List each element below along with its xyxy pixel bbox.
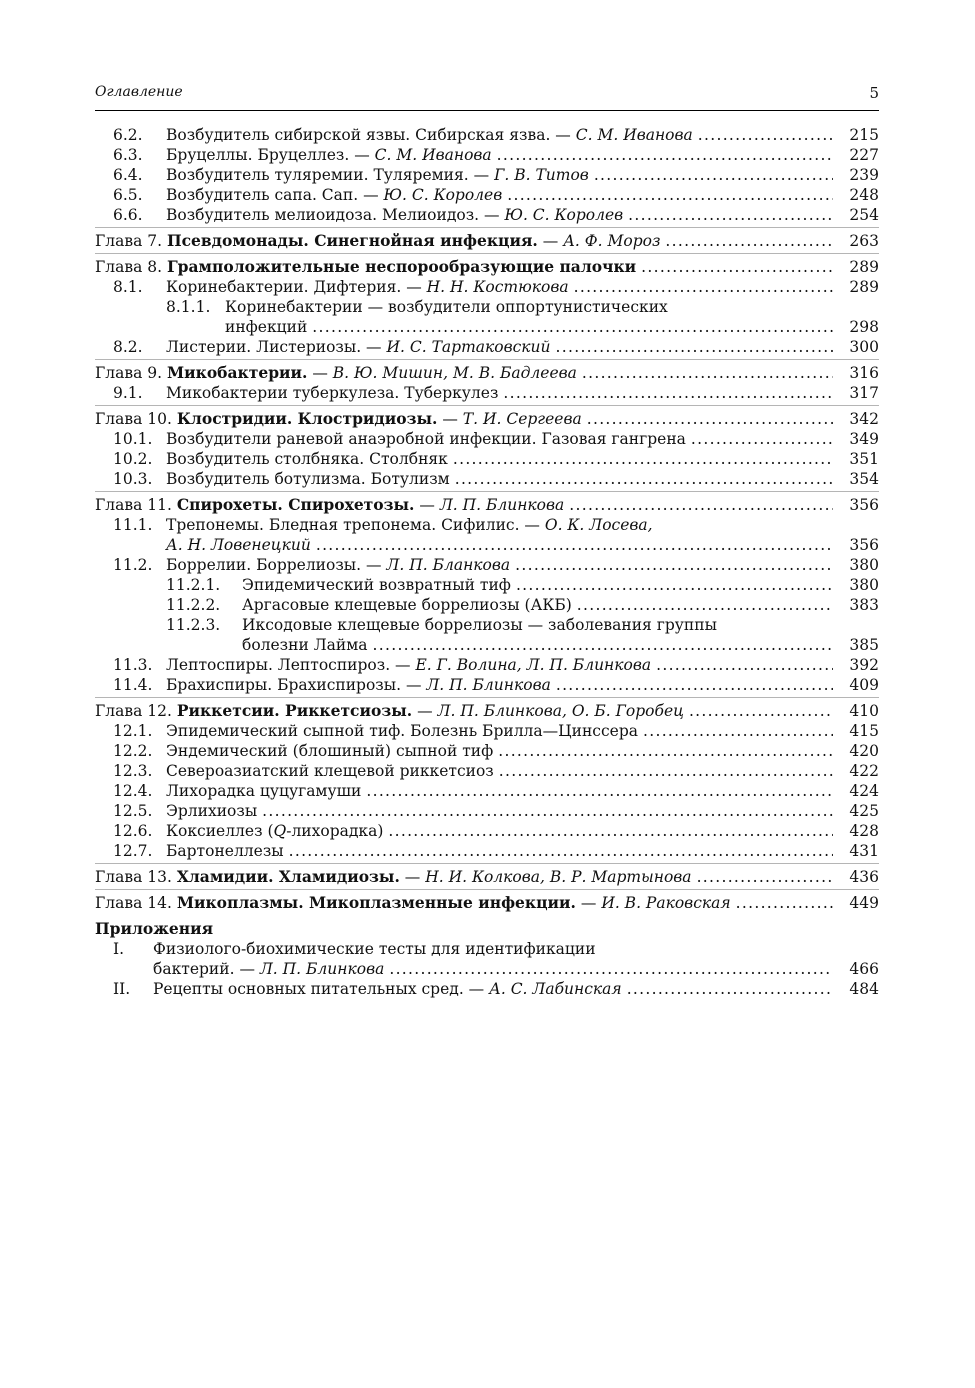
toc-entry-title: Рецепты основных питательных сред. — xyxy=(153,980,490,998)
appendix-heading: Приложения xyxy=(95,919,214,938)
toc-entry-page: 380 xyxy=(849,576,879,594)
toc-entry-number: 11.4. xyxy=(113,676,153,694)
toc-dot-leader xyxy=(516,575,833,595)
toc-entry-page: 215 xyxy=(849,126,879,144)
toc-entry-author: С. М. Иванова xyxy=(575,126,693,144)
toc-dot-leader xyxy=(289,841,833,861)
toc-dot-leader xyxy=(556,337,833,357)
toc-entry xyxy=(95,781,879,801)
toc-entry-author: А. Н. Ловенецкий xyxy=(166,536,311,554)
toc-dot-leader xyxy=(503,383,833,403)
toc-dot-leader xyxy=(582,363,833,383)
toc-dot-leader xyxy=(627,979,833,999)
toc-chapter-title: Грамположительные неспорообразующие палочки xyxy=(166,257,637,276)
toc-entry-number: 10.1. xyxy=(113,430,153,448)
toc-dot-leader xyxy=(515,555,833,575)
toc-entry-title: Возбудитель столбняка. Столбняк xyxy=(166,450,448,468)
toc-dot-leader xyxy=(665,231,833,251)
toc-entry-page: 263 xyxy=(849,232,879,250)
toc-entry-title: Возбудитель туляремии. Туляремия. — xyxy=(166,166,495,184)
toc-entry-author: Л. П. Блинкова xyxy=(259,960,385,978)
toc-entry-page: 466 xyxy=(849,960,879,978)
toc-chapter-title: Хламидии. Хламидиозы. xyxy=(176,867,400,886)
toc-entry xyxy=(95,841,879,861)
toc-entry-title: Листерии. Листериозы. — xyxy=(166,338,387,356)
toc-dot-leader xyxy=(656,655,833,675)
toc-entry-page: 300 xyxy=(849,338,879,356)
toc-entry-author: Е. Г. Волина, Л. П. Блинкова xyxy=(415,656,652,674)
toc-entry-title: Лептоспиры. Лептоспироз. — xyxy=(166,656,416,674)
toc-entry-title: Возбудитель сапа. Сап. — xyxy=(166,186,384,204)
toc-entry-page: 392 xyxy=(849,656,879,674)
toc-entry xyxy=(95,595,879,615)
toc-entry-page: 415 xyxy=(849,722,879,740)
toc-entry-number: 6.5. xyxy=(113,186,143,204)
toc-dot-leader xyxy=(499,761,833,781)
toc-dot-leader xyxy=(507,185,833,205)
toc-entry-author: Л. П. Блинкова, О. Б. Горобец xyxy=(437,702,684,720)
toc-entry-author: А. С. Лабинская xyxy=(489,980,622,998)
toc-entry-title: Коринебактерии. Дифтерия. — xyxy=(166,278,427,296)
toc-entry-page: 431 xyxy=(849,842,879,860)
toc-entry-title: Бартонеллезы xyxy=(166,842,284,860)
toc-chapter xyxy=(95,257,879,277)
toc-entry-title: Эрлихиозы xyxy=(166,802,258,820)
toc-entry-page: 410 xyxy=(849,702,879,720)
toc-entry-author: С. М. Иванова xyxy=(374,146,492,164)
running-header-title: Оглавление xyxy=(95,84,183,100)
table-of-contents xyxy=(95,125,879,999)
toc-entry-page: 420 xyxy=(849,742,879,760)
toc-entry xyxy=(95,939,879,959)
toc-entry-page: 409 xyxy=(849,676,879,694)
toc-dash: — xyxy=(412,702,438,720)
toc-entry-continuation xyxy=(95,317,879,337)
toc-entry-title: Североазиатский клещевой риккетсиоз xyxy=(166,762,494,780)
toc-entry xyxy=(95,721,879,741)
toc-dot-leader xyxy=(498,741,833,761)
toc-dot-leader xyxy=(316,535,833,555)
toc-dash: — xyxy=(437,410,463,428)
toc-entry-page: 349 xyxy=(849,430,879,448)
running-header xyxy=(95,84,879,104)
toc-entry xyxy=(95,615,879,635)
toc-entry-author: Ю. С. Королев xyxy=(504,206,624,224)
toc-dot-leader xyxy=(389,959,833,979)
toc-entry xyxy=(95,469,879,489)
toc-entry-title: Боррелии. Боррелиозы. — xyxy=(166,556,387,574)
toc-entry xyxy=(95,655,879,675)
toc-chapter-label: Глава 13. xyxy=(95,868,177,886)
toc-entry-title-italic: Q xyxy=(273,822,287,840)
toc-entry xyxy=(95,515,879,535)
toc-entry-author: Н. Н. Костюкова xyxy=(426,278,569,296)
toc-chapter xyxy=(95,495,879,515)
toc-entry-title: Возбудитель ботулизма. Ботулизм xyxy=(166,470,450,488)
toc-chapter xyxy=(95,363,879,383)
toc-entry-number: 11.2.1. xyxy=(166,576,221,594)
toc-entry-page: 356 xyxy=(849,536,879,554)
toc-entry xyxy=(95,801,879,821)
toc-chapter-label: Глава 10. xyxy=(95,410,177,428)
toc-entry-number: II. xyxy=(113,980,131,998)
toc-chapter xyxy=(95,893,879,913)
toc-entry xyxy=(95,383,879,403)
toc-entry-author: И. В. Раковская xyxy=(601,894,731,912)
toc-entry xyxy=(95,429,879,449)
toc-entry-page: 354 xyxy=(849,470,879,488)
toc-entry-number: 11.2.2. xyxy=(166,596,221,614)
toc-entry-number: 12.6. xyxy=(113,822,153,840)
toc-entry-title: Возбудители раневой анаэробной инфекции. Газовая гангрена xyxy=(166,430,686,448)
toc-entry-title: Эпидемический сыпной тиф. Болезнь Брилла—Цинссера xyxy=(166,722,639,740)
toc-entry-number: I. xyxy=(113,940,125,958)
toc-entry-title: Эндемический (блошиный) сыпной тиф xyxy=(166,742,494,760)
toc-entry-title: Физиолого-биохимические тесты для идентификации xyxy=(153,940,596,958)
toc-entry-page: 428 xyxy=(849,822,879,840)
toc-entry-title: Эпидемический возвратный тиф xyxy=(242,576,511,594)
toc-entry xyxy=(95,125,879,145)
toc-entry xyxy=(95,297,879,317)
toc-chapter-label: Глава 12. xyxy=(95,702,177,720)
toc-entry-number: 8.1.1. xyxy=(166,298,211,316)
toc-chapter-label: Глава 7. xyxy=(95,232,167,250)
toc-entry-page: 383 xyxy=(849,596,879,614)
toc-entry-page: 298 xyxy=(849,318,879,336)
toc-dot-leader xyxy=(698,125,833,145)
toc-entry xyxy=(95,741,879,761)
toc-entry-title: Бруцеллы. Бруцеллез. — xyxy=(166,146,375,164)
toc-entry xyxy=(95,145,879,165)
toc-entry-title: Иксодовые клещевые боррелиозы — заболевания группы xyxy=(242,616,717,634)
toc-entry-title: бактерий. — xyxy=(153,960,260,978)
toc-entry-number: 12.4. xyxy=(113,782,153,800)
toc-dot-leader xyxy=(497,145,833,165)
toc-entry-title: Брахиспиры. Брахиспирозы. — xyxy=(166,676,427,694)
toc-entry-continuation xyxy=(95,959,879,979)
toc-entry-page: 254 xyxy=(849,206,879,224)
page-number: 5 xyxy=(869,84,879,102)
toc-entry-title: Лихорадка цуцугамуши xyxy=(166,782,362,800)
toc-entry-title: Возбудитель мелиоидоза. Мелиоидоз. — xyxy=(166,206,505,224)
toc-entry-number: 6.6. xyxy=(113,206,143,224)
toc-dot-leader xyxy=(455,469,833,489)
toc-dot-leader xyxy=(689,701,833,721)
toc-entry-author: Н. И. Колкова, В. Р. Мартынова xyxy=(425,868,692,886)
toc-entry-title-rest: -лихорадка) xyxy=(286,822,384,840)
toc-entry-title: инфекций xyxy=(225,318,308,336)
toc-appendix-heading xyxy=(95,919,879,939)
toc-entry-title: Трепонемы. Бледная трепонема. Сифилис. — xyxy=(166,516,545,534)
toc-entry-number: 8.2. xyxy=(113,338,143,356)
toc-entry-title: Коксиеллез ( xyxy=(166,822,274,840)
toc-entry-page: 239 xyxy=(849,166,879,184)
toc-entry-number: 12.5. xyxy=(113,802,153,820)
toc-entry xyxy=(95,761,879,781)
toc-dot-leader xyxy=(569,495,833,515)
toc-dash: — xyxy=(537,232,564,250)
toc-entry-author: Л. П. Бланкова xyxy=(386,556,511,574)
toc-entry-page: 248 xyxy=(849,186,879,204)
toc-chapter-title: Клостридии. Клостридиозы. xyxy=(176,409,438,428)
toc-chapter-title: Псевдомонады. Синегнойная инфекция. xyxy=(166,231,538,250)
toc-entry-page: 342 xyxy=(849,410,879,428)
toc-chapter xyxy=(95,231,879,251)
toc-dot-leader xyxy=(388,821,833,841)
toc-entry-page: 351 xyxy=(849,450,879,468)
toc-entry-page: 422 xyxy=(849,762,879,780)
toc-entry xyxy=(95,205,879,225)
toc-chapter xyxy=(95,867,879,887)
toc-entry-number: 11.3. xyxy=(113,656,153,674)
toc-entry xyxy=(95,575,879,595)
toc-entry-number: 6.4. xyxy=(113,166,143,184)
toc-chapter-title: Микоплазмы. Микоплазменные инфекции. xyxy=(176,893,576,912)
toc-entry xyxy=(95,821,879,841)
toc-entry xyxy=(95,675,879,695)
toc-entry xyxy=(95,337,879,357)
toc-dash: — xyxy=(575,894,602,912)
toc-dash: — xyxy=(307,364,333,382)
toc-entry-page: 424 xyxy=(849,782,879,800)
toc-entry-author: Ю. С. Королев xyxy=(383,186,503,204)
toc-entry-number: 10.2. xyxy=(113,450,153,468)
toc-entry-author: Л. П. Блинкова xyxy=(439,496,565,514)
toc-entry-page: 289 xyxy=(849,278,879,296)
toc-entry xyxy=(95,449,879,469)
toc-entry-continuation xyxy=(95,635,879,655)
toc-entry-title: Возбудитель сибирской язвы. Сибирская язва. — xyxy=(166,126,576,144)
toc-entry-page: 317 xyxy=(849,384,879,402)
toc-entry-page: 484 xyxy=(849,980,879,998)
toc-chapter-label: Глава 14. xyxy=(95,894,177,912)
toc-entry-continuation xyxy=(95,535,879,555)
toc-entry-number: 6.3. xyxy=(113,146,143,164)
toc-dot-leader xyxy=(594,165,833,185)
toc-dot-leader xyxy=(697,867,833,887)
toc-chapter-label: Глава 8. xyxy=(95,258,167,276)
toc-dot-leader xyxy=(373,635,833,655)
toc-chapter-label: Глава 11. xyxy=(95,496,177,514)
toc-chapter-title: Риккетсии. Риккетсиозы. xyxy=(176,701,413,720)
toc-entry-page: 289 xyxy=(849,258,879,276)
toc-entry-number: 11.2. xyxy=(113,556,153,574)
toc-entry-number: 11.1. xyxy=(113,516,153,534)
toc-chapter xyxy=(95,409,879,429)
toc-dot-leader xyxy=(574,277,833,297)
toc-entry-number: 12.1. xyxy=(113,722,153,740)
toc-entry-author: И. С. Тартаковский xyxy=(386,338,551,356)
toc-chapter-label: Глава 9. xyxy=(95,364,167,382)
toc-entry xyxy=(95,277,879,297)
toc-dot-leader xyxy=(587,409,833,429)
toc-entry-page: 385 xyxy=(849,636,879,654)
toc-dot-leader xyxy=(643,721,833,741)
toc-entry-number: 12.3. xyxy=(113,762,153,780)
toc-entry-page: 449 xyxy=(849,894,879,912)
header-rule xyxy=(95,110,879,111)
toc-dot-leader xyxy=(577,595,833,615)
toc-dot-leader xyxy=(262,801,833,821)
toc-entry-title: Микобактерии туберкулеза. Туберкулез xyxy=(166,384,499,402)
toc-entry-number: 9.1. xyxy=(113,384,143,402)
toc-entry-number: 12.7. xyxy=(113,842,153,860)
toc-chapter-title: Спирохеты. Спирохетозы. xyxy=(176,495,415,514)
toc-entry-page: 436 xyxy=(849,868,879,886)
toc-chapter xyxy=(95,701,879,721)
toc-entry-title: болезни Лайма xyxy=(242,636,368,654)
toc-entry-page: 425 xyxy=(849,802,879,820)
toc-dot-leader xyxy=(628,205,833,225)
toc-dot-leader xyxy=(641,257,833,277)
toc-entry-page: 356 xyxy=(849,496,879,514)
toc-dot-leader xyxy=(556,675,833,695)
toc-entry-author: А. Ф. Мороз xyxy=(563,232,661,250)
toc-entry-number: 12.2. xyxy=(113,742,153,760)
toc-dot-leader xyxy=(366,781,833,801)
toc-entry xyxy=(95,185,879,205)
toc-entry-number: 8.1. xyxy=(113,278,143,296)
toc-entry-page: 316 xyxy=(849,364,879,382)
toc-dash: — xyxy=(399,868,426,886)
toc-dot-leader xyxy=(312,317,833,337)
toc-entry-page: 380 xyxy=(849,556,879,574)
toc-entry-author: Т. И. Сергеева xyxy=(462,410,582,428)
toc-entry-number: 11.2.3. xyxy=(166,616,221,634)
toc-dot-leader xyxy=(453,449,833,469)
toc-dash: — xyxy=(414,496,440,514)
toc-entry-title: Коринебактерии — возбудители оппортунистических xyxy=(225,298,668,316)
toc-entry xyxy=(95,165,879,185)
toc-entry-author: В. Ю. Мишин, М. В. Бадлеева xyxy=(332,364,577,382)
toc-entry xyxy=(95,979,879,999)
toc-entry-author: Л. П. Блинкова xyxy=(426,676,551,694)
toc-entry-author: О. К. Лосева, xyxy=(544,516,653,534)
toc-entry-author: Г. В. Титов xyxy=(494,166,589,184)
toc-entry-title: Аргасовые клещевые боррелиозы (АКБ) xyxy=(242,596,572,614)
toc-dot-leader xyxy=(691,429,833,449)
toc-chapter-title: Микобактерии. xyxy=(166,363,308,382)
toc-entry xyxy=(95,555,879,575)
toc-entry-number: 6.2. xyxy=(113,126,143,144)
toc-entry-page: 227 xyxy=(849,146,879,164)
toc-entry-number: 10.3. xyxy=(113,470,153,488)
toc-dot-leader xyxy=(736,893,833,913)
